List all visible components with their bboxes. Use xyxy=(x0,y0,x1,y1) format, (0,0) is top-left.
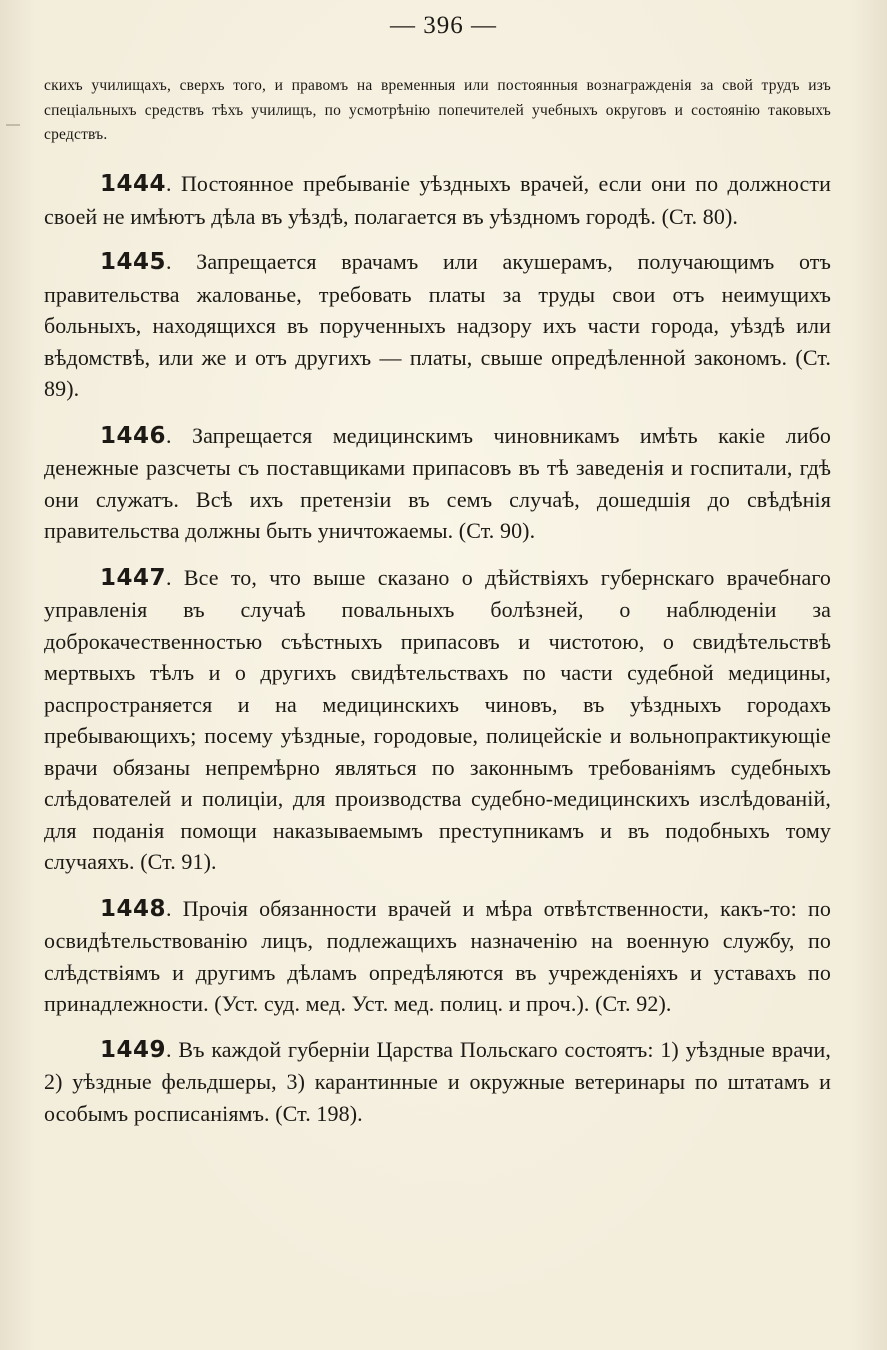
article-text: . Запрещается медицинскимъ чиновникамъ имѣть какіе либо денежные разсчеты съ поставщиками припасовъ въ тѣ заведенія и госпитали, гдѣ они служатъ. Всѣ ихъ претензіи въ семъ случаѣ, дошедшія до свѣдѣнія правительства должны быть уничтожаемы. (Ст. 90). xyxy=(44,422,831,543)
intro-block xyxy=(44,74,831,148)
article-text: . Прочія обязанности врачей и мѣра отвѣтственности, какъ-то: по освидѣтельствованію лицъ, подлежащихъ назначенію на военную службу, по слѣдствіямъ и другимъ дѣламъ опредѣляются въ учрежденіяхъ и уставахъ по принадлежности. (Уст. суд. мед. Уст. мед. полиц. и проч.). (Ст. 92). xyxy=(44,895,831,1016)
article-number: 1449 xyxy=(100,1036,167,1063)
intro-paragraph: скихъ училищахъ, сверхъ того, и правомъ на временныя или постоянныя вознагражденія за свой трудъ изъ спеціальныхъ средствъ тѣхъ училищъ, по усмотрѣнію попечителей учебныхъ округовъ и состоянію таковыхъ средствъ. xyxy=(44,77,831,143)
articles-block xyxy=(44,168,831,1145)
article-number: 1448 xyxy=(100,895,167,922)
article-text: . Запрещается врачамъ или акушерамъ, получающимъ отъ правительства жалованье, требовать платы за труды свои отъ неимущихъ больныхъ, находящихся въ порученныхъ надзору ихъ части города, уѣздѣ или вѣдомствѣ, или же и отъ другихъ — платы, свыше опредѣленной закономъ. (Ст. 89). xyxy=(44,249,831,401)
page-edge-mark xyxy=(6,124,20,126)
article-1446 xyxy=(44,420,831,547)
page-number: — 396 — xyxy=(390,12,497,39)
article-number: 1445 xyxy=(100,249,167,275)
article-text: . Въ каждой губерніи Царства Польскаго состоятъ: 1) уѣздные врачи, 2) уѣздные фельдшеры, 3) карантинные и окружные ветеринары по штатамъ и особымъ росписаніямъ. (Ст. 198). xyxy=(44,1036,831,1126)
article-1447 xyxy=(44,562,831,878)
article-text: . Постоянное пребываніе уѣздныхъ врачей, если они по должности своей не имѣютъ дѣла въ уѣздѣ, полагается въ уѣздномъ городѣ. (Ст. 80). xyxy=(44,171,831,229)
article-number: 1444 xyxy=(100,171,167,197)
article-number: 1446 xyxy=(100,422,167,449)
article-1444 xyxy=(44,168,831,232)
article-1445 xyxy=(44,246,831,405)
article-number: 1447 xyxy=(100,564,167,591)
article-1449 xyxy=(44,1034,831,1130)
article-1448 xyxy=(44,893,831,1020)
article-text: . Все то, что выше сказано о дѣйствіяхъ губернскаго врачебнаго управленія въ случаѣ повальныхъ болѣзней, о наблюденіи за доброкачественностью съѣстныхъ припасовъ и чистотою, о свидѣтельствѣ мертвыхъ тѣлъ и о другихъ свидѣтельствахъ по части судебной медицины, распространяется и на медицинскихъ чиновъ, въ уѣздныхъ городахъ пребывающихъ; посему уѣздные, городовые, полицейскіе и вольнопрактикующіе врачи обязаны непремѣрно являться по законнымъ требованіямъ судебныхъ слѣдователей и полиціи, для производства судебно-медицинскихъ изслѣдованій, для поданія помощи наказываемымъ преступникамъ и въ подобныхъ тому случаяхъ. (Ст. 91). xyxy=(44,564,831,874)
